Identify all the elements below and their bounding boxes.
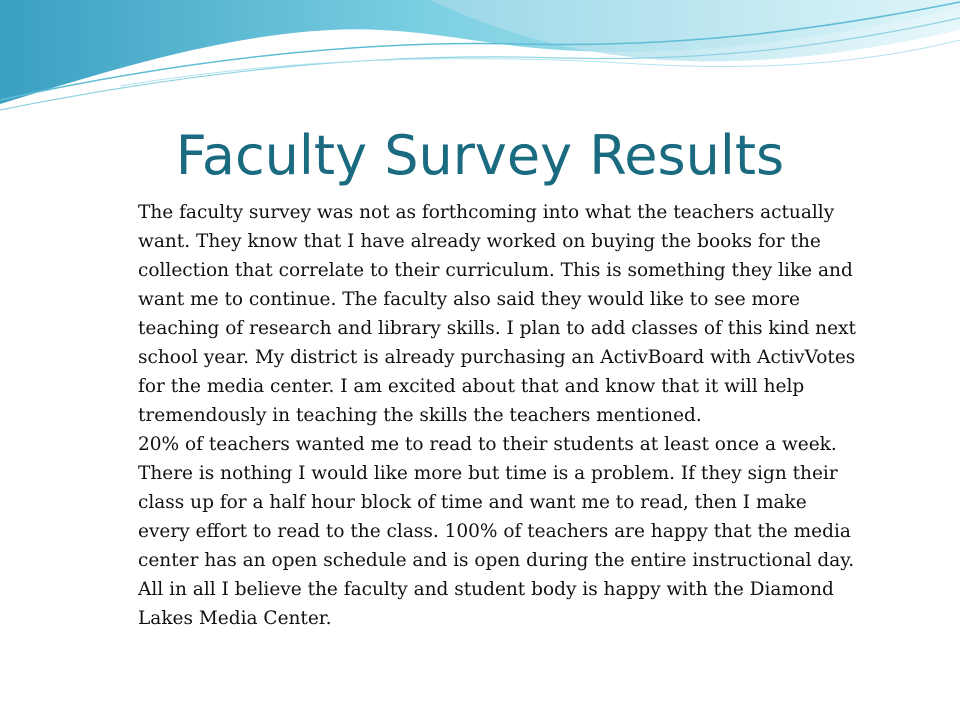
wave-header-decoration [0,0,960,120]
body-paragraph-2: 20% of teachers wanted me to read to their students at least once a week. There is nothing I would like more but time is a problem. If they sign their class up for a half hour block of time and want me to read, then I make every effort to read to the class. 100% of teachers are happy that the media center has an open schedule and is open during the entire instructional day. [138,434,855,571]
body-paragraph-3: All in all I believe the faculty and student body is happy with the Diamond Lakes Media Center. [138,579,834,629]
body-paragraph-1: The faculty survey was not as forthcoming into what the teachers actually want. They know that I have already worked on buying the books for the collection that correlate to their curriculum. This is something they like and want me to continue. The faculty also said they would like to see more teaching of research and library skills. I plan to add classes of this kind next school year. My district is already purchasing an ActivBoard with ActivVotes for the media center. I am excited about that and know that it will help tremendously in teaching the skills the teachers mentioned. [138,202,856,426]
slide-body [138,198,863,633]
slide-title: Faculty Survey Results [175,124,785,187]
